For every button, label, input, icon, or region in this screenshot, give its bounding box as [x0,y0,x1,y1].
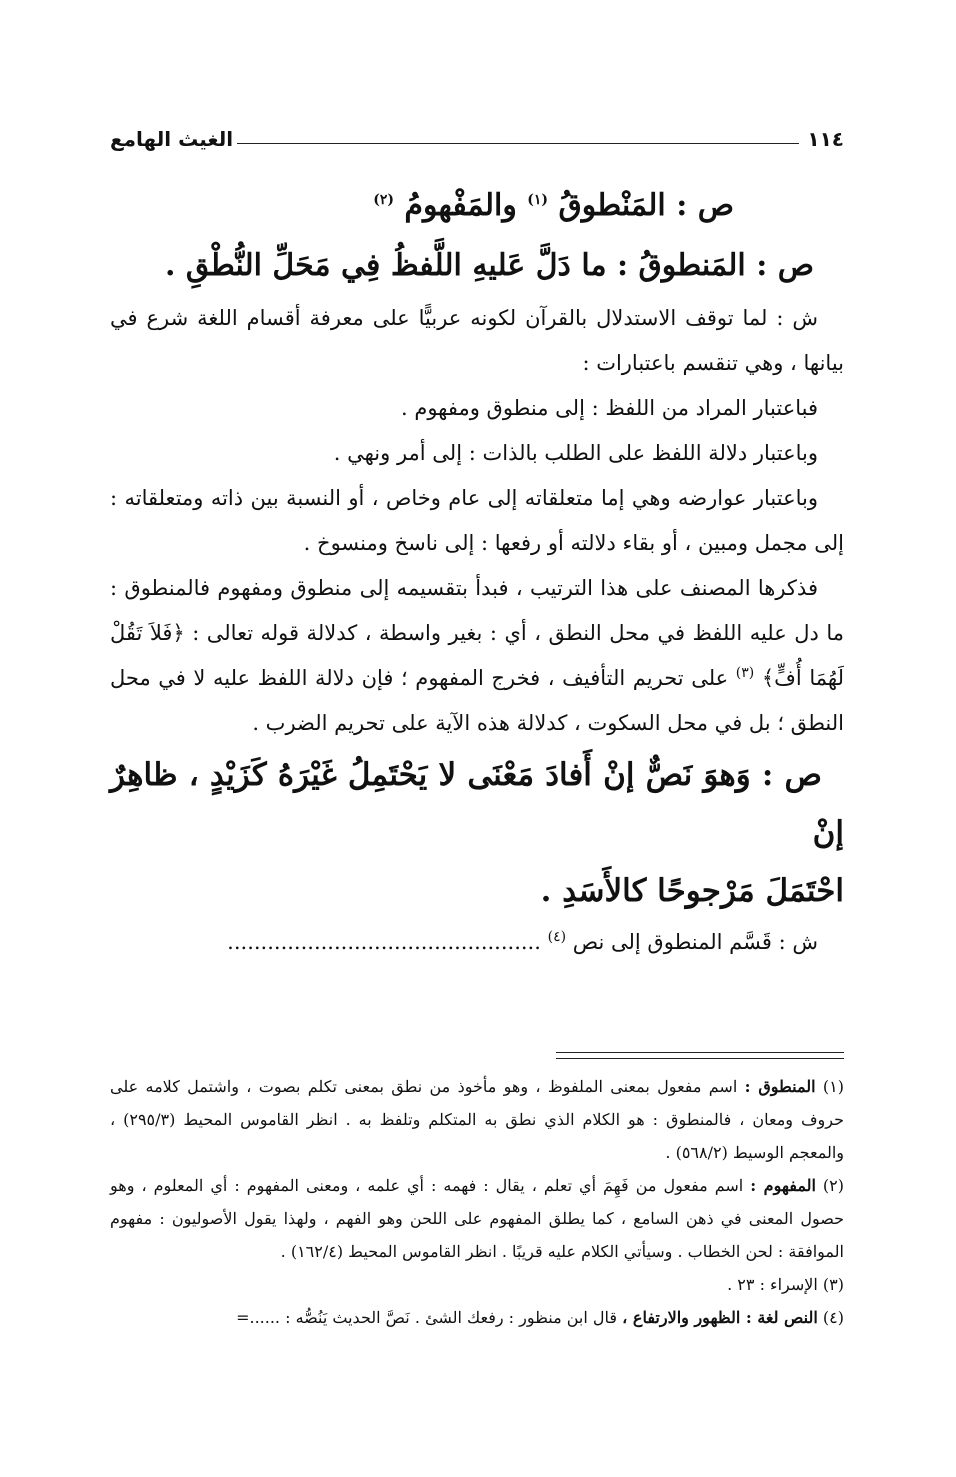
paragraph-2: فباعتبار المراد من اللفظ : إلى منطوق ومفهوم . [400,396,818,420]
matn-heading: ص : وَهوَ نَصٌّ إنْ أَفادَ مَعْنَى لا يَحْتَمِلُ غَيْرَهُ كَزَيْدٍ ، ظاهِرٌ إنْ احْتَمَلَ مَرْجوحًا كالأَسَدِ . [110,757,844,909]
section-title: ص : المَنْطوقُ $^{(١)}$ والمَفْهومُ $^{(٢)}$ [373,188,734,223]
paragraph-1: ش : لما توقف الاستدلال بالقرآن لكونه عربيًّا على معرفة أقسام اللغة شرع في بيانها ، وهي تنقسم باعتبارات : [110,306,844,375]
footnote-2: (٢) المفهوم : اسم مفعول من فَهِمَ أي تعلم ، يقال : فهمه : أي علمه ، ومعنى المفهوم : أي المعلوم ، وهو حصول المعنى في ذهن السامع ، كما يطلق المفهوم على اللحن وهو الفهم ، ولهذا يقول الأصوليون : مفهوم الموافقة : لحن الخطاب . وسيأتي الكلام عليه قريبًا . انظر القاموس المحيط (١٦٢/٤) . [110,1176,845,1261]
footnote-3: (٣) الإسراء : ٢٣ . [727,1275,844,1294]
footnotes [110,1070,844,1334]
paragraph-4: وباعتبار عوارضه وهي إما متعلقاته إلى عام وخاص ، أو النسبة بين ذاته ومتعلقاته : إلى مجمل ومبين ، أو بقاء دلالته أو رفعها : إلى ناسخ ومنسوخ . [110,486,844,555]
footnote-ref-2: (٢) [373,192,394,208]
running-header [110,124,844,154]
paragraph-6: ش : قَسَّم المنطوق إلى نص $^{(٤)}$ ............................................... [227,929,818,954]
footnote-4: (٤) النص لغة : الظهور والارتفاع ، قال ابن منظور : رفعك الشئ . نَصَّ الحديث يَنُصُّه : ......= [236,1308,844,1327]
footnote-ref-4: (٤) [547,929,567,945]
header-rule [237,143,799,144]
paragraph-5: فذكرها المصنف على هذا الترتيب ، فبدأ بتقسيمه إلى منطوق ومفهوم فالمنطوق : ما دل عليه اللفظ في محل النطق ، أي : بغير واسطة ، كدلالة قوله تعالى : ﴿فَلاَ تَقُلْ لَهُمَا أُفٍّ﴾ $^{(٣)}$ على تحريم التأفيف ، فخرج المفهوم ؛ فإن دلالة اللفظ عليه لا في محل النطق ؛ بل في محل السكوت ، كدلالة هذه الآية على تحريم الضرب . [110,576,844,735]
book-title: الغيث الهامع [110,127,234,151]
main-text [110,176,844,965]
footnote-ref-3: (٣) [735,665,755,681]
paragraph-3: وباعتبار دلالة اللفظ على الطلب بالذات : إلى أمر ونهي . [333,441,818,465]
definition-heading: ص : المَنطوقُ : ما دَلَّ عَليهِ اللَّفظُ فِي مَحَلِّ النُّطْقِ . [164,248,814,283]
footnote-1: (١) المنطوق : اسم مفعول بمعنى الملفوظ ، وهو مأخوذ من نطق بمعنى تكلم بصوت ، واشتمل كلامه على حروف ومعان ، فالمنطوق : هو الكلام الذي نطق به المتكلم وتلفظ به . انظر القاموس المحيط (٢٩٥/٣) ، والمعجم الوسيط (٥٦٨/٢) . [110,1077,844,1162]
footnote-ref-1: (١) [527,192,549,208]
page-number: ١١٤ [807,127,844,151]
footnote-separator [556,1052,844,1059]
